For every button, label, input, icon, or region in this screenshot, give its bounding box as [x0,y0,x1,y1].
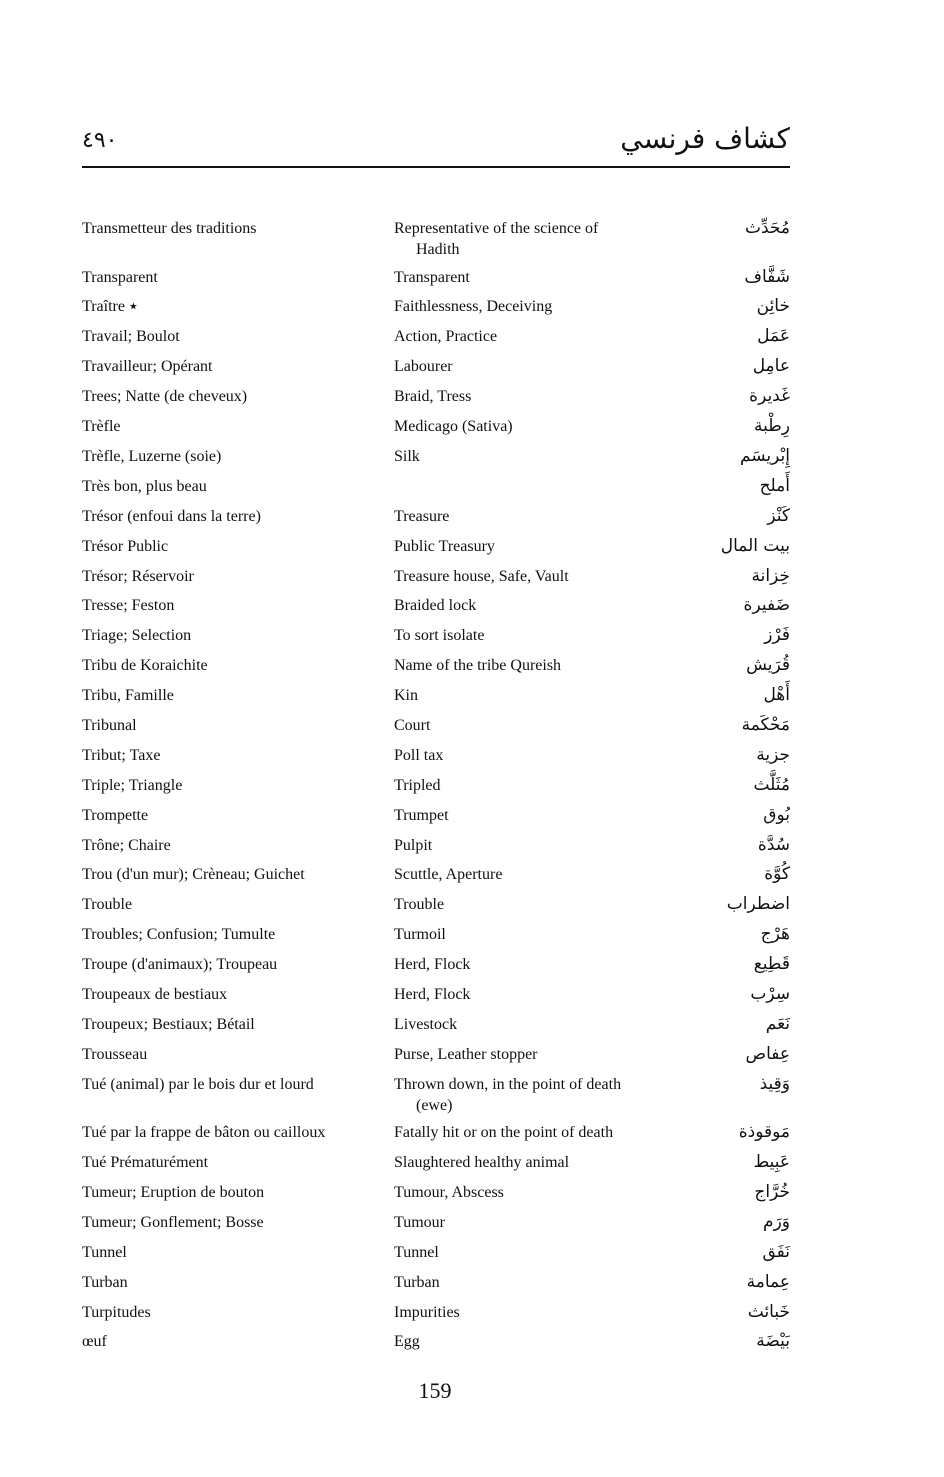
arabic-term: خُرَّاج [754,1182,790,1203]
arabic-term: مُحَدِّث [744,218,790,238]
english-term [394,1302,664,1323]
glossary-row [82,326,790,356]
arabic-term: غَديرة [749,386,790,407]
french-term: Trèfle, Luzerne (soie) [82,447,222,465]
page-number-arabic: ٤٩٠ [82,128,118,153]
english-term [394,685,664,706]
english-term-continuation: Hadith [416,241,460,258]
arabic-term: جزية [756,744,790,765]
glossary-row [82,745,790,775]
french-term: Triage; Selection [82,627,192,645]
glossary-row [82,566,790,596]
french-term: Turpitudes [82,1303,151,1321]
english-term [394,218,664,260]
glossary-row [82,416,790,446]
arabic-term: مَوقوذة [738,1122,790,1143]
english-term [394,1242,664,1263]
english-term-text: Fatally hit or on the point of death [394,1124,614,1142]
page-number: 159 [418,1378,452,1403]
english-term [394,356,664,377]
french-term: Troubles; Confusion; Tumulte [82,926,276,944]
glossary-row [82,625,790,655]
english-term [394,1272,664,1293]
french-term: Très bon, plus beau [82,477,207,495]
glossary-row [82,1212,790,1242]
english-term [394,326,664,347]
glossary-row [82,1182,790,1212]
french-term: Trésor; Réservoir [82,567,194,585]
english-term-text: Impurities [394,1303,460,1321]
french-term: Trou (d'un mur); Crèneau; Guichet [82,866,305,884]
english-term [394,1074,664,1116]
glossary-row [82,1014,790,1044]
arabic-term: مَحْكَمة [741,714,790,735]
english-term [394,1014,664,1035]
arabic-term: هَرْج [760,924,790,945]
arabic-term: نَعَم [765,1013,790,1034]
english-term [394,566,664,587]
english-term [394,805,664,826]
french-term: Trône; Chaire [82,836,171,854]
glossary-row [82,1272,790,1302]
french-term: Turban [82,1273,128,1291]
glossary-row [82,864,790,894]
arabic-term: اضطراب [726,894,790,915]
french-term: Tribu, Famille [82,687,174,705]
glossary-row [82,685,790,715]
french-term: Tué par la frappe de bâton ou cailloux [82,1124,326,1142]
french-term: Travailleur; Opérant [82,358,213,376]
english-term-text: Medicago (Sativa) [394,418,513,436]
arabic-term: قَطِيع [753,954,790,975]
english-term-text: Representative of the science of [394,220,599,237]
arabic-term: سُدَّة [757,834,790,855]
arabic-term: نَفَق [762,1241,790,1262]
arabic-term: ضَفيرة [743,595,790,616]
glossary-row [82,715,790,745]
glossary-row [82,924,790,954]
french-term: Tribut; Taxe [82,746,161,764]
french-term: Trousseau [82,1045,148,1063]
arabic-term: بَيْضَة [756,1331,790,1352]
english-term-text: Pulpit [394,836,433,854]
glossary-row [82,296,790,326]
english-term [394,1152,664,1173]
glossary-row [82,1331,790,1361]
glossary-row [82,894,790,924]
english-term [394,1331,664,1352]
english-term-text: Labourer [394,358,453,376]
glossary-row [82,1122,790,1152]
glossary-row [82,506,790,536]
arabic-term: شَفَّاف [744,266,790,287]
english-term [394,655,664,676]
english-term [394,745,664,766]
english-term-continuation: (ewe) [416,1096,453,1114]
arabic-term: رِطْبة [754,416,790,437]
arabic-term: بُوق [763,804,790,825]
english-term-text: Herd, Flock [394,985,471,1003]
arabic-term: عامِل [752,356,790,377]
header-rule [82,166,790,168]
english-term-text: Livestock [394,1015,458,1033]
english-term-text: Scuttle, Aperture [394,866,503,884]
arabic-term: خَبائث [747,1301,790,1322]
english-term-text: Transparent [394,268,470,286]
french-term: Travail; Boulot [82,328,180,346]
english-term [394,625,664,646]
english-term [394,446,664,467]
french-term: œuf [82,1333,107,1351]
english-term-text: Poll tax [394,746,444,764]
arabic-term: كُوَّة [764,864,790,885]
page-header [82,118,790,158]
glossary-row [82,655,790,685]
arabic-term: قُرَيش [746,655,790,676]
english-term [394,386,664,407]
english-term-text: Treasure house, Safe, Vault [394,567,569,585]
english-term [394,595,664,616]
english-term [394,954,664,975]
glossary-row [82,1152,790,1182]
english-term [394,924,664,945]
english-term-text: Faithlessness, Deceiving [394,298,553,316]
english-term-text: Kin [394,687,418,705]
arabic-term: عِفاص [745,1043,790,1064]
arabic-term: أَملح [759,475,790,496]
english-term [394,864,664,885]
french-term: Trouble [82,896,133,914]
glossary-row [82,476,790,506]
english-term [394,267,664,288]
english-term-text: Turban [394,1273,440,1291]
arabic-term: كَنْز [767,505,790,526]
french-term: Troupe (d'animaux); Troupeau [82,956,278,974]
glossary-row [82,536,790,566]
glossary-row [82,446,790,476]
english-term-text: To sort isolate [394,627,485,645]
english-term [394,1044,664,1065]
french-term: Tresse; Feston [82,597,175,615]
french-term: Tué Prématurément [82,1154,209,1172]
english-term-text: Action, Practice [394,328,498,346]
french-term: Trésor Public [82,537,169,555]
english-term [394,536,664,557]
english-term [394,894,664,915]
english-term-text: Tumour, Abscess [394,1184,504,1202]
english-term [394,984,664,1005]
french-term: Troupeux; Bestiaux; Bétail [82,1015,255,1033]
arabic-term: عَمَل [757,326,790,347]
french-term: Tumeur; Gonflement; Bosse [82,1213,264,1231]
glossary-row [82,835,790,865]
glossary-row [82,595,790,625]
english-term-text: Name of the tribe Qureish [394,657,562,675]
english-term-text: Slaughtered healthy animal [394,1154,570,1172]
french-term: Transparent [82,268,158,286]
glossary-row [82,775,790,805]
english-term-text: Trumpet [394,806,449,824]
glossary-row [82,356,790,386]
arabic-term: أَهْل [763,685,790,706]
arabic-term: مُثَلَّث [753,774,790,795]
english-term [394,775,664,796]
english-term [394,506,664,527]
arabic-term: خِزانة [751,565,790,586]
glossary-row [82,1242,790,1272]
english-term-text: Trouble [394,896,445,914]
french-term: Tribunal [82,716,137,734]
arabic-term: سِرْب [750,983,790,1004]
french-term: Trees; Natte (de cheveux) [82,388,248,406]
french-term: Triple; Triangle [82,776,183,794]
english-term-text: Turmoil [394,926,446,944]
english-term-text: Egg [394,1333,420,1351]
arabic-term: فَرْز [764,625,790,646]
french-term: Tribu de Koraichite [82,657,208,675]
glossary-row [82,1074,790,1123]
glossary-row [82,1302,790,1332]
french-term: Tunnel [82,1243,127,1261]
english-term [394,296,664,317]
english-term-text: Braided lock [394,597,477,615]
arabic-term: وَرَم [763,1211,790,1232]
french-term: Trésor (enfoui dans la terre) [82,507,261,525]
english-term [394,1122,664,1143]
arabic-term: بيت المال [720,535,790,556]
english-term-text: Tripled [394,776,441,794]
english-term-text: Silk [394,447,420,465]
english-term [394,1212,664,1233]
french-term: Traître ٭ [82,298,138,316]
arabic-term: عِمامة [746,1271,790,1292]
english-term-text: Public Treasury [394,537,495,555]
french-term: Trèfle [82,418,121,436]
french-term: Tumeur; Eruption de bouton [82,1184,265,1202]
english-term-text: Purse, Leather stopper [394,1045,538,1063]
english-term-text: Treasure [394,507,450,525]
french-term: Tué (animal) par le bois dur et lourd [82,1075,314,1093]
english-term [394,1182,664,1203]
glossary-row [82,1044,790,1074]
english-term-text: Court [394,716,431,734]
english-term-text: Tunnel [394,1243,439,1261]
glossary-row [82,267,790,297]
english-term-text: Herd, Flock [394,956,471,974]
arabic-term: عَبِيط [753,1152,790,1173]
english-term [394,835,664,856]
arabic-term: وَقِيذ [759,1073,790,1094]
french-term: Troupeaux de bestiaux [82,985,228,1003]
glossary-row [82,218,790,267]
english-term-text: Tumour [394,1213,445,1231]
glossary-row [82,805,790,835]
glossary-row [82,954,790,984]
english-term-text: Thrown down, in the point of death [394,1075,622,1093]
glossary-row [82,984,790,1014]
french-term: Transmetteur des traditions [82,220,257,237]
arabic-term: إِبْريسَم [739,445,790,466]
english-term [394,416,664,437]
glossary-row [82,386,790,416]
english-term-text: Braid, Tress [394,388,472,406]
arabic-term: خائِن [756,296,790,317]
english-term [394,715,664,736]
glossary-entries [82,218,790,1361]
french-term: Trompette [82,806,149,824]
book-title: كشاف فرنسي [620,122,790,155]
